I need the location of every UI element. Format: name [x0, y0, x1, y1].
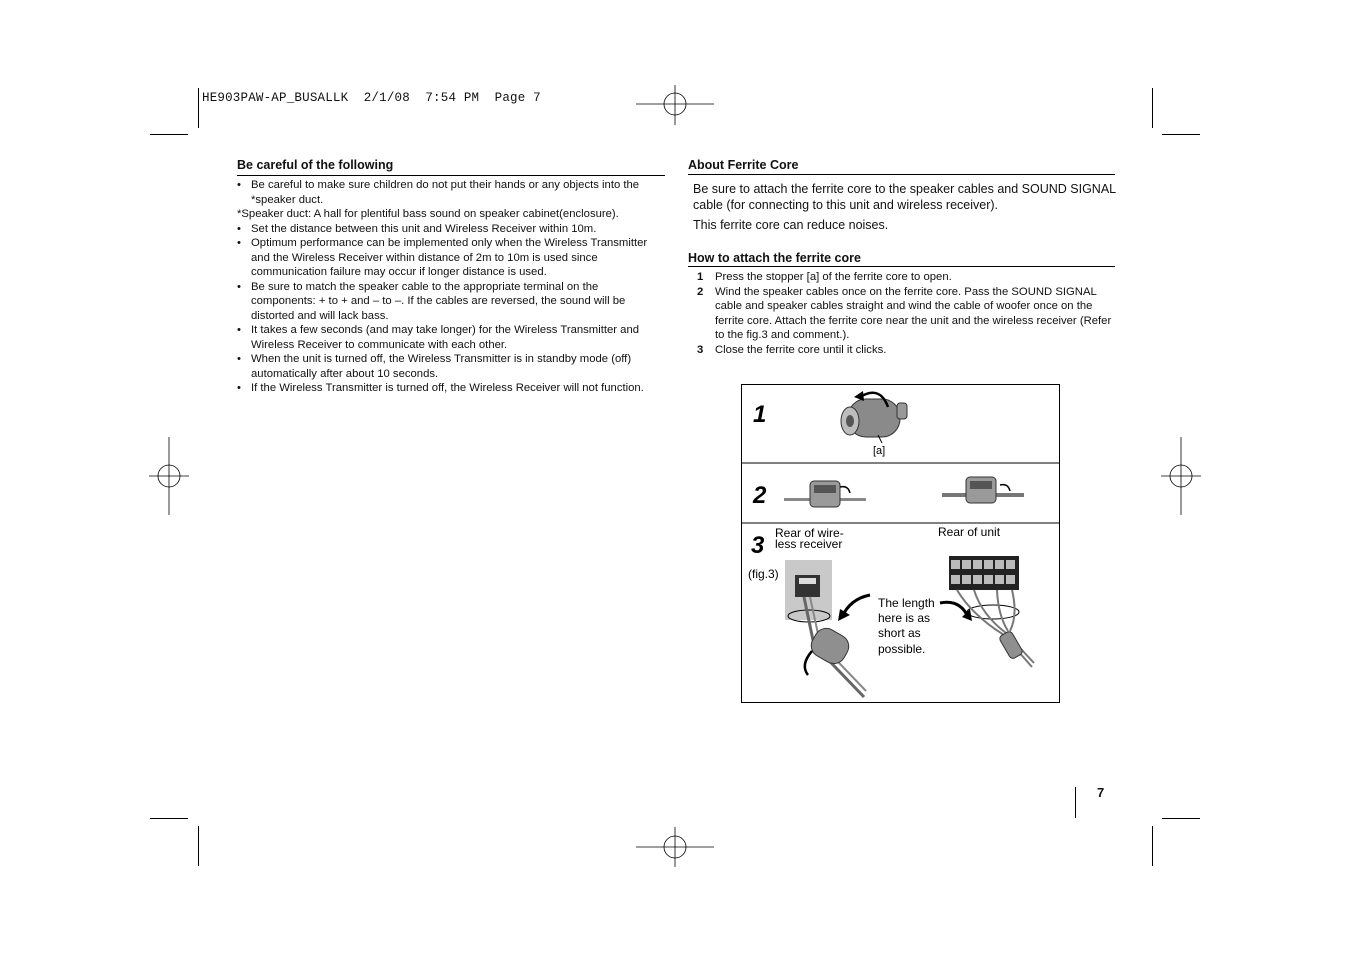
ferrite-wrap-left-icon — [784, 481, 866, 507]
receiver-ferrite-icon — [785, 560, 870, 697]
ferrite-figure — [741, 384, 1060, 703]
list-item: • It takes a few seconds (and may take longer) for the Wireless Transmitter and Wireless Receiver to communicate with each other. — [237, 323, 665, 352]
steps-list — [697, 270, 1117, 357]
list-item: • If the Wireless Transmitter is turned off, the Wireless Receiver will not function. — [237, 381, 665, 396]
figure-step-number: 1 — [753, 401, 767, 428]
crop-mark — [1162, 818, 1200, 819]
list-item: • Be careful to make sure children do not put their hands or any objects into the *speaker duct. — [237, 178, 665, 207]
list-item: • Optimum performance can be implemented only when the Wireless Transmitter and the Wireless Receiver within distance of 2m to 10m is used since communication failure may occur if longer distance is used. — [237, 236, 665, 280]
crop-mark — [150, 134, 188, 135]
figure-step-number: 3 — [751, 532, 765, 559]
crop-mark — [1162, 134, 1200, 135]
ferrite-wrap-right-icon — [942, 477, 1024, 503]
section-rule — [688, 174, 1115, 175]
page-number: 7 — [1097, 785, 1105, 800]
step-item — [697, 285, 1117, 343]
step-number: 3 — [697, 343, 704, 356]
crop-mark — [1152, 88, 1153, 128]
step-number: 1 — [697, 271, 704, 283]
list-item: • Be sure to match the speaker cable to the appropriate terminal on the components: + to + and – to –. If the cables are reversed, the sound will be distorted and will lack bass. — [237, 280, 665, 324]
paragraph: Be sure to attach the ferrite core to the speaker cables and SOUND SIGNAL cable (for connecting to this unit and wireless receiver). — [693, 182, 1116, 212]
step-text: Wind the speaker cables once on the ferrite core. Pass the SOUND SIGNAL cable and speaker cables straight and wind the cable of woofer once on the ferrite core. Attach the ferrite core near the unit and the wireless receiver (Refer to the fig.3 and comment.). — [715, 285, 1112, 341]
ferrite-illustration — [742, 385, 1059, 702]
crop-mark — [198, 826, 199, 866]
section-title-ferrite: About Ferrite Core — [688, 158, 799, 172]
rear-receiver-label: Rear of wire- — [775, 526, 844, 540]
step-text: Close the ferrite core until it clicks. — [715, 343, 887, 356]
section-rule — [237, 175, 665, 176]
registration-mark — [636, 827, 714, 867]
stopper-label: [a] — [873, 445, 886, 457]
length-note: possible. — [878, 642, 926, 656]
list-item: • When the unit is turned off, the Wireless Transmitter is in standby mode (off) automatically after about 10 seconds. — [237, 352, 665, 381]
rear-unit-label: Rear of unit — [938, 525, 1001, 539]
ferrite-core-icon — [841, 391, 907, 443]
section-title-howto: How to attach the ferrite core — [688, 251, 861, 265]
caution-list — [237, 178, 665, 396]
step-number: 2 — [697, 285, 704, 298]
list-item: • Set the distance between this unit and Wireless Receiver within 10m. — [237, 222, 665, 237]
registration-mark — [1161, 437, 1201, 515]
section-rule — [688, 266, 1115, 267]
step-text: Press the stopper [a] of the ferrite core to open. — [715, 271, 952, 283]
unit-terminals-icon — [940, 556, 1034, 667]
step-item — [697, 343, 1117, 358]
section-title-careful: Be careful of the following — [237, 158, 394, 172]
registration-mark — [636, 85, 714, 125]
registration-mark — [149, 437, 189, 515]
length-note: short as — [878, 626, 921, 640]
ferrite-intro — [693, 182, 1118, 239]
crop-mark — [198, 88, 199, 128]
print-slug: HE903PAW-AP_BUSALLK 2/1/08 7:54 PM Page 7 — [202, 91, 541, 105]
paragraph: This ferrite core can reduce noises. — [693, 218, 889, 232]
crop-mark — [150, 818, 188, 819]
figure-step-number: 2 — [753, 482, 767, 509]
rear-receiver-label: less receiver — [775, 537, 843, 551]
crop-mark — [1152, 826, 1153, 866]
fig-label: (fig.3) — [748, 567, 779, 581]
footnote: *Speaker duct: A hall for plentiful bass sound on speaker cabinet(enclosure). — [237, 208, 619, 220]
page-number-rule — [1075, 787, 1076, 818]
length-note: The length — [878, 596, 935, 610]
length-note: here is as — [878, 611, 931, 625]
step-item — [697, 270, 1117, 285]
